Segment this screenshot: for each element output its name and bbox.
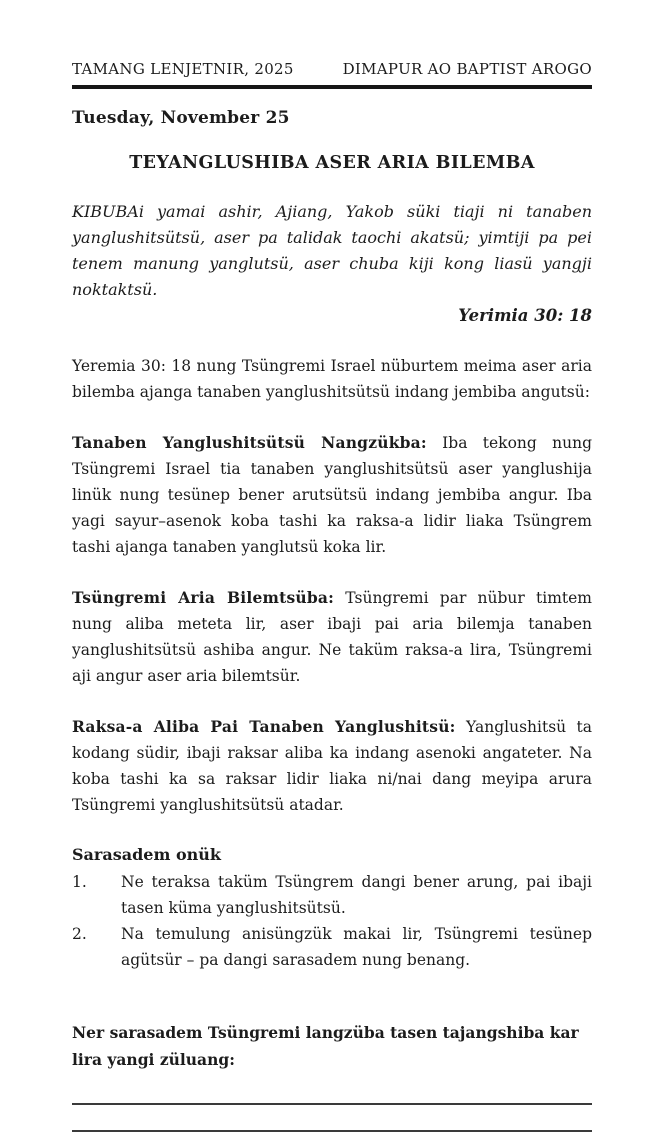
date-line: Tuesday, November 25 (72, 108, 290, 128)
list-item (72, 869, 592, 921)
section-paragraph-3 (72, 714, 592, 818)
writing-line (72, 1103, 592, 1105)
list-item-number: 1. (72, 873, 87, 891)
section-body-1: Iba tekong nung Tsüngremi Israel tia tanaben yanglushitsütsü aser yanglushija linük nung tesünep bener arutsütsü indang jembiba angur. Iba yagi sayur–asenok koba tashi ka raksa-a lidir liaka Tsüngrem tashi ajanga tanaben yanglutsü koka lir. (72, 434, 592, 556)
list-item-number: 2. (72, 925, 87, 943)
writing-lines (72, 1103, 592, 1132)
header-left-publication: TAMANG LENJETNIR, 2025 (72, 60, 294, 78)
section-body-3: Yanglushitsü ta kodang südir, ibaji raksar aliba ka indang asenoki angateter. Na koba tashi ka sa raksar lidir liaka ni/nai dang meyipa arura Tsüngremi yanglushitsütsü atadar. (72, 718, 592, 814)
list-item (72, 921, 592, 973)
reflection-prompt: Ner sarasadem Tsüngremi langzüba tasen tajangshiba kar lira yangi züluang: (72, 1023, 579, 1069)
list-item-text: Ne teraksa taküm Tsüngrem dangi bener arung, pai ibaji tasen küma yanglushitsütsü. (121, 873, 592, 917)
section-paragraph-2 (72, 585, 592, 689)
section-body-2: Tsüngremi par nübur timtem nung aliba meteta lir, aser ibaji pai aria bilemja tanaben yanglushitsütsü ashiba angur. Ne taküm raksa-a lira, Tsüngremi aji angur aser aria bilemtsür. (72, 589, 593, 685)
application-heading: Sarasadem onük (72, 845, 221, 864)
page-title: TEYANGLUSHIBA ASER ARIA BILEMBA (129, 153, 535, 173)
section-paragraph-1 (72, 430, 592, 560)
section-heading-2: Tsüngremi Aria Bilemtsüba: (72, 588, 335, 607)
scripture-quote: KIBUBAi yamai ashir, Ajiang, Yakob süki tiaji ni tanaben yanglushitsütsü, aser pa talidak taochi akatsü; yimtiji pa pei tenem manung yanglutsü, aser chuba kiji kong liasü yangji noktaktsü. (72, 202, 592, 299)
scripture-reference: Yerimia 30: 18 (458, 306, 592, 325)
running-header (72, 60, 592, 89)
header-right-organization: DIMAPUR AO BAPTIST AROGO (342, 60, 592, 78)
intro-paragraph: Yeremia 30: 18 nung Tsüngremi Israel nüburtem meima aser aria bilemba ajanga tanaben yanglushitsütsü indang jembiba angutsü: (72, 357, 592, 401)
section-heading-1: Tanaben Yanglushitsütsü Nangzükba: (72, 433, 427, 452)
list-item-text: Na temulung anisüngzük makai lir, Tsüngremi tesünep agütsür – pa dangi sarasadem nung benang. (121, 925, 592, 969)
section-heading-3: Raksa-a Aliba Pai Tanaben Yanglushitsü: (72, 717, 456, 736)
application-list (72, 869, 592, 973)
